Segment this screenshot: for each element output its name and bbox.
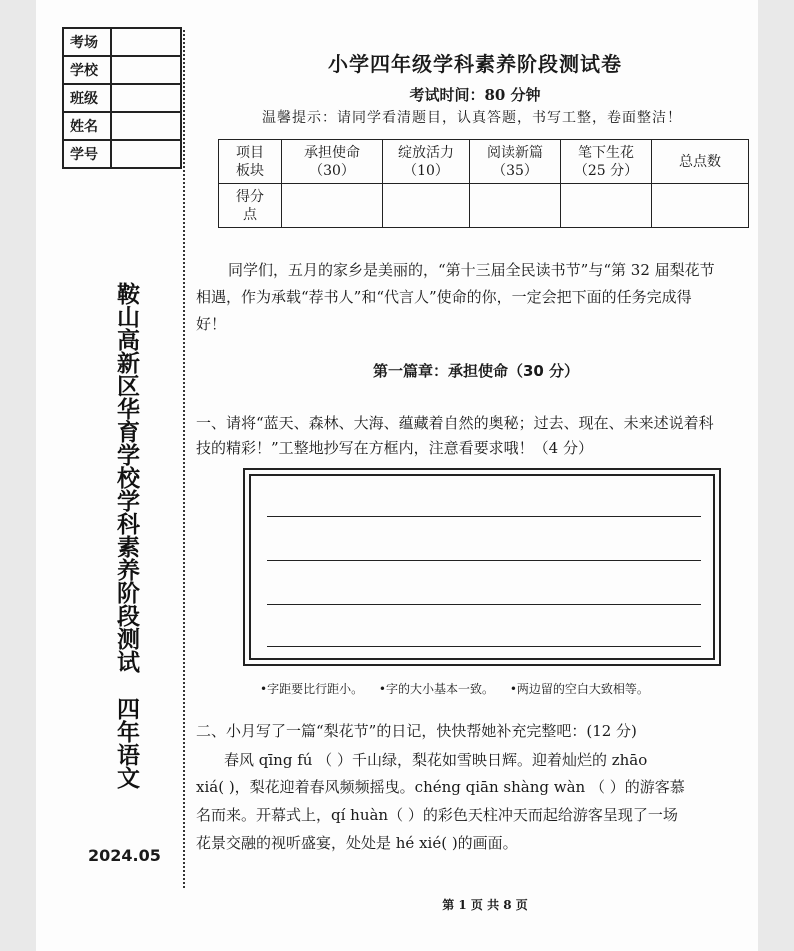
score-header-label: 项目 板块 [219, 140, 282, 184]
info-field[interactable] [111, 112, 181, 140]
question-2-line: 花景交融的视听盛宴，处处是 hé xié( )的画面。 [196, 834, 518, 852]
intro-line: 同学们，五月的家乡是美丽的，“第十三届全民读书节”与“第 32 届梨花节 [228, 261, 715, 279]
requirement-item: •字距要比行距小。 [260, 682, 364, 696]
score-cell[interactable] [470, 184, 561, 228]
question-2-line: 春风 qīng fú （ ）千山绿，梨花如雪映日辉。迎着灿烂的 zhāo [224, 751, 648, 769]
writing-line[interactable] [267, 560, 701, 561]
grade-subject: 四年语文 [113, 697, 139, 789]
section-header: 笔下生花 （25 分） [561, 140, 652, 184]
chapter-heading: 第一篇章：承担使命（30 分） [372, 362, 580, 380]
info-label: 姓名 [63, 112, 111, 140]
score-row-label: 得分 点 [219, 184, 282, 228]
info-field[interactable] [111, 84, 181, 112]
requirement-item: •字的大小基本一致。 [378, 682, 495, 696]
question-2-line: xiá( )，梨花迎着春风频频摇曳。chéng qiān shàng wàn （ ）的游客慕 [196, 778, 685, 796]
section-header: 承担使命 （30） [282, 140, 383, 184]
page-title: 小学四年级学科素养阶段测试卷 [328, 52, 622, 76]
info-label: 班级 [63, 84, 111, 112]
page-number: 第 1 页 共 8 页 [442, 898, 528, 912]
score-cell[interactable] [561, 184, 652, 228]
intro-line: 相遇，作为承载“荐书人”和“代言人”使命的你，一定会把下面的任务完成得 [196, 288, 692, 306]
score-cell[interactable] [282, 184, 383, 228]
exam-time: 考试时间：80 分钟 [409, 86, 541, 104]
question-2-line: 名而来。开幕式上，qí huàn（ ）的彩色天柱冲天而起给游客呈现了一场 [196, 806, 678, 824]
copy-writing-box[interactable] [243, 468, 721, 666]
score-cell[interactable] [383, 184, 470, 228]
question-1-line: 技的精彩！”工整地抄写在方框内，注意看要求哦！（4 分） [196, 439, 593, 457]
exam-date: 2024.05 [88, 846, 161, 865]
total-header: 总点数 [652, 140, 749, 184]
writing-line[interactable] [267, 516, 701, 517]
student-info-table [62, 27, 182, 169]
school-name: 鞍山高新区华育学校学科素养阶段测试 [113, 282, 139, 673]
question-2-intro: 二、小月写了一篇“梨花节”的日记，快快帮她补充完整吧：(12 分) [196, 722, 637, 740]
writing-line[interactable] [267, 604, 701, 605]
binding-dotted-line [183, 30, 185, 888]
writing-requirements [260, 680, 659, 697]
copy-writing-box-inner [249, 474, 715, 660]
intro-line: 好！ [196, 315, 227, 333]
section-header: 阅读新篇 （35） [470, 140, 561, 184]
info-field[interactable] [111, 140, 181, 168]
info-field[interactable] [111, 28, 181, 56]
info-label: 考场 [63, 28, 111, 56]
school-vertical-title [112, 282, 140, 789]
reminder-tip: 温馨提示：请同学看清题目，认真答题，书写工整，卷面整洁！ [262, 110, 682, 126]
section-header: 绽放活力 （10） [383, 140, 470, 184]
info-label: 学号 [63, 140, 111, 168]
score-table [218, 139, 749, 228]
requirement-item: •两边留的空白大致相等。 [509, 682, 649, 696]
question-1-line: 一、请将“蓝天、森林、大海、蕴藏着自然的奥秘；过去、现在、未来述说着科 [196, 414, 714, 432]
score-cell[interactable] [652, 184, 749, 228]
info-label: 学校 [63, 56, 111, 84]
info-field[interactable] [111, 56, 181, 84]
writing-line[interactable] [267, 646, 701, 647]
